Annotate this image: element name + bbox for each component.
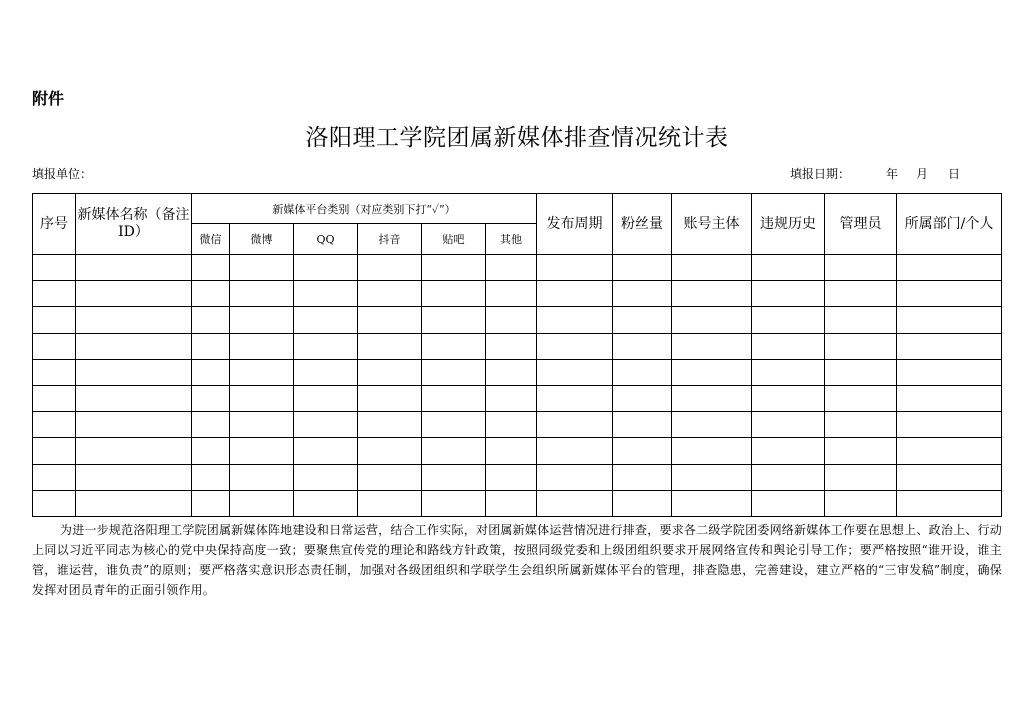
table-cell[interactable]	[422, 307, 486, 333]
table-cell[interactable]	[192, 307, 230, 333]
table-cell[interactable]	[230, 385, 294, 411]
table-cell[interactable]	[897, 490, 1002, 516]
table-cell[interactable]	[422, 359, 486, 385]
table-cell[interactable]	[76, 307, 192, 333]
table-row	[33, 281, 1002, 307]
table-cell[interactable]	[294, 490, 358, 516]
table-cell[interactable]	[230, 464, 294, 490]
table-cell[interactable]	[358, 255, 422, 281]
table-cell[interactable]	[897, 359, 1002, 385]
table-cell[interactable]	[672, 333, 752, 359]
table-row	[33, 412, 1002, 438]
col-header-period: 发布周期	[537, 194, 613, 255]
table-cell[interactable]	[537, 438, 613, 464]
table-cell[interactable]	[752, 359, 825, 385]
attachment-label: 附件	[32, 89, 65, 108]
platform-wechat: 微信	[192, 224, 230, 255]
table-cell[interactable]	[358, 385, 422, 411]
footnote-paragraph: 为进一步规范洛阳理工学院团属新媒体阵地建设和日常运营，结合工作实际，对团属新媒体运营情况进行排查，要求各二级学院团委网络新媒体工作要在思想上、政治上、行动上同以习近平同志为核心的党中央保持高度一致；要聚焦宣传党的理论和路线方针政策，按照同级党委和上级团组织要求开展网络宣传和舆论引导工作；要严格按照“谁开设，谁主管，谁运营，谁负责”的原则；要严格落实意识形态责任制，加强对各级团组织和学联学生会组织所属新媒体平台的管理，排查隐患，完善建设，建立严格的“三审发稿”制度，确保发挥对团员青年的正面引领作用。	[32, 523, 1002, 597]
table-cell[interactable]	[358, 490, 422, 516]
table-row	[33, 385, 1002, 411]
col-header-violation: 违规历史	[752, 194, 825, 255]
table-cell[interactable]	[825, 490, 897, 516]
table-cell[interactable]	[422, 464, 486, 490]
table-cell[interactable]	[358, 333, 422, 359]
table-cell[interactable]	[825, 307, 897, 333]
table-cell[interactable]	[76, 490, 192, 516]
fill-date-label: 填报日期：	[790, 167, 851, 181]
table-cell[interactable]	[897, 333, 1002, 359]
table-cell[interactable]	[537, 359, 613, 385]
table-cell[interactable]	[294, 438, 358, 464]
table-cell[interactable]	[422, 255, 486, 281]
table-cell[interactable]	[294, 255, 358, 281]
table-cell[interactable]	[613, 307, 672, 333]
table-cell[interactable]	[33, 438, 76, 464]
table-cell[interactable]	[897, 307, 1002, 333]
table-cell[interactable]	[672, 385, 752, 411]
table-cell[interactable]	[897, 281, 1002, 307]
platform-other: 其他	[486, 224, 537, 255]
table-cell[interactable]	[358, 281, 422, 307]
table-cell[interactable]	[897, 255, 1002, 281]
table-cell[interactable]	[358, 412, 422, 438]
table-cell[interactable]	[537, 412, 613, 438]
table-cell[interactable]	[192, 385, 230, 411]
table-cell[interactable]	[294, 333, 358, 359]
table-row	[33, 333, 1002, 359]
table-cell[interactable]	[752, 490, 825, 516]
table-cell[interactable]	[752, 412, 825, 438]
table-cell[interactable]	[358, 307, 422, 333]
table-cell[interactable]	[897, 438, 1002, 464]
table-cell[interactable]	[33, 333, 76, 359]
table-cell[interactable]	[33, 464, 76, 490]
table-cell[interactable]	[422, 438, 486, 464]
col-header-fans: 粉丝量	[613, 194, 672, 255]
table-cell[interactable]	[192, 255, 230, 281]
table-cell[interactable]	[825, 438, 897, 464]
table-row	[33, 255, 1002, 281]
table-cell[interactable]	[33, 412, 76, 438]
table-cell[interactable]	[294, 385, 358, 411]
table-cell[interactable]	[486, 385, 537, 411]
table-cell[interactable]	[537, 333, 613, 359]
table-cell[interactable]	[192, 412, 230, 438]
table-body	[33, 255, 1002, 517]
table-cell[interactable]	[33, 490, 76, 516]
col-header-platform-group: 新媒体平台类别（对应类别下打“✓”）	[192, 194, 537, 224]
table-cell[interactable]	[76, 464, 192, 490]
table-cell[interactable]	[752, 333, 825, 359]
table-row	[33, 307, 1002, 333]
table-cell[interactable]	[486, 281, 537, 307]
table-cell[interactable]	[672, 490, 752, 516]
table-cell[interactable]	[76, 412, 192, 438]
table-cell[interactable]	[486, 490, 537, 516]
table-cell[interactable]	[825, 412, 897, 438]
table-row	[33, 438, 1002, 464]
platform-weibo: 微博	[230, 224, 294, 255]
table-cell[interactable]	[294, 307, 358, 333]
platform-douyin: 抖音	[358, 224, 422, 255]
table-cell[interactable]	[752, 255, 825, 281]
table-cell[interactable]	[230, 359, 294, 385]
table-cell[interactable]	[230, 412, 294, 438]
table-cell[interactable]	[613, 490, 672, 516]
table-cell[interactable]	[422, 281, 486, 307]
table-cell[interactable]	[192, 281, 230, 307]
table-cell[interactable]	[230, 281, 294, 307]
table-cell[interactable]	[294, 281, 358, 307]
table-row	[33, 490, 1002, 516]
table-cell[interactable]	[613, 438, 672, 464]
table-cell[interactable]	[613, 359, 672, 385]
col-header-owner: 账号主体	[672, 194, 752, 255]
table-cell[interactable]	[752, 385, 825, 411]
table-cell[interactable]	[672, 359, 752, 385]
table-cell[interactable]	[358, 464, 422, 490]
table-cell[interactable]	[76, 438, 192, 464]
table-cell[interactable]	[613, 333, 672, 359]
table-cell[interactable]	[752, 438, 825, 464]
table-cell[interactable]	[294, 464, 358, 490]
table-cell[interactable]	[76, 255, 192, 281]
table-cell[interactable]	[33, 281, 76, 307]
table-cell[interactable]	[825, 464, 897, 490]
table-cell[interactable]	[192, 464, 230, 490]
table-cell[interactable]	[825, 333, 897, 359]
table-cell[interactable]	[33, 385, 76, 411]
table-cell[interactable]	[230, 255, 294, 281]
table-cell[interactable]	[192, 333, 230, 359]
month-label: 月	[916, 167, 929, 181]
table-cell[interactable]	[825, 255, 897, 281]
table-cell[interactable]	[752, 281, 825, 307]
table-cell[interactable]	[358, 438, 422, 464]
day-label: 日	[948, 167, 961, 181]
table-cell[interactable]	[825, 359, 897, 385]
table-cell[interactable]	[897, 385, 1002, 411]
table-cell[interactable]	[486, 255, 537, 281]
table-cell[interactable]	[537, 255, 613, 281]
platform-qq: QQ	[294, 224, 358, 255]
table-cell[interactable]	[672, 412, 752, 438]
table-cell[interactable]	[672, 307, 752, 333]
table-cell[interactable]	[486, 333, 537, 359]
table-cell[interactable]	[33, 307, 76, 333]
table-cell[interactable]	[613, 464, 672, 490]
table-cell[interactable]	[672, 255, 752, 281]
table-cell[interactable]	[230, 438, 294, 464]
table-cell[interactable]	[486, 412, 537, 438]
table-cell[interactable]	[230, 333, 294, 359]
table-cell[interactable]	[537, 464, 613, 490]
table-cell[interactable]	[897, 464, 1002, 490]
table-cell[interactable]	[294, 412, 358, 438]
table-cell[interactable]	[192, 490, 230, 516]
survey-table	[32, 193, 1002, 517]
fill-date	[790, 165, 960, 182]
table-cell[interactable]	[422, 412, 486, 438]
table-cell[interactable]	[672, 438, 752, 464]
platform-tieba: 贴吧	[422, 224, 486, 255]
table-cell[interactable]	[537, 385, 613, 411]
table-cell[interactable]	[537, 490, 613, 516]
table-cell[interactable]	[33, 359, 76, 385]
table-cell[interactable]	[613, 255, 672, 281]
table-cell[interactable]	[613, 385, 672, 411]
table-cell[interactable]	[825, 281, 897, 307]
year-label: 年	[886, 167, 899, 181]
table-cell[interactable]	[897, 412, 1002, 438]
table-cell[interactable]	[33, 255, 76, 281]
table-cell[interactable]	[537, 281, 613, 307]
table-cell[interactable]	[76, 333, 192, 359]
page-title: 洛阳理工学院团属新媒体排查情况统计表	[305, 125, 729, 151]
table-cell[interactable]	[752, 464, 825, 490]
table-row	[33, 464, 1002, 490]
col-header-admin: 管理员	[825, 194, 897, 255]
table-cell[interactable]	[230, 490, 294, 516]
table-cell[interactable]	[752, 307, 825, 333]
table-cell[interactable]	[422, 385, 486, 411]
table-cell[interactable]	[358, 359, 422, 385]
table-cell[interactable]	[422, 333, 486, 359]
col-header-dept: 所属部门/个人	[897, 194, 1002, 255]
table-cell[interactable]	[613, 412, 672, 438]
table-cell[interactable]	[486, 359, 537, 385]
table-cell[interactable]	[294, 359, 358, 385]
table-row	[33, 359, 1002, 385]
col-header-name: 新媒体名称（备注ID）	[76, 194, 192, 255]
table-cell[interactable]	[672, 281, 752, 307]
fill-unit-label: 填报单位：	[32, 167, 93, 181]
table-cell[interactable]	[230, 307, 294, 333]
col-header-seq: 序号	[33, 194, 76, 255]
table-cell[interactable]	[825, 385, 897, 411]
table-cell[interactable]	[486, 438, 537, 464]
table-cell[interactable]	[76, 359, 192, 385]
table-cell[interactable]	[613, 281, 672, 307]
table-cell[interactable]	[422, 490, 486, 516]
table-cell[interactable]	[192, 359, 230, 385]
table-cell[interactable]	[486, 464, 537, 490]
table-cell[interactable]	[672, 464, 752, 490]
table-cell[interactable]	[537, 307, 613, 333]
table-cell[interactable]	[76, 281, 192, 307]
table-cell[interactable]	[192, 438, 230, 464]
table-cell[interactable]	[76, 385, 192, 411]
table-cell[interactable]	[486, 307, 537, 333]
